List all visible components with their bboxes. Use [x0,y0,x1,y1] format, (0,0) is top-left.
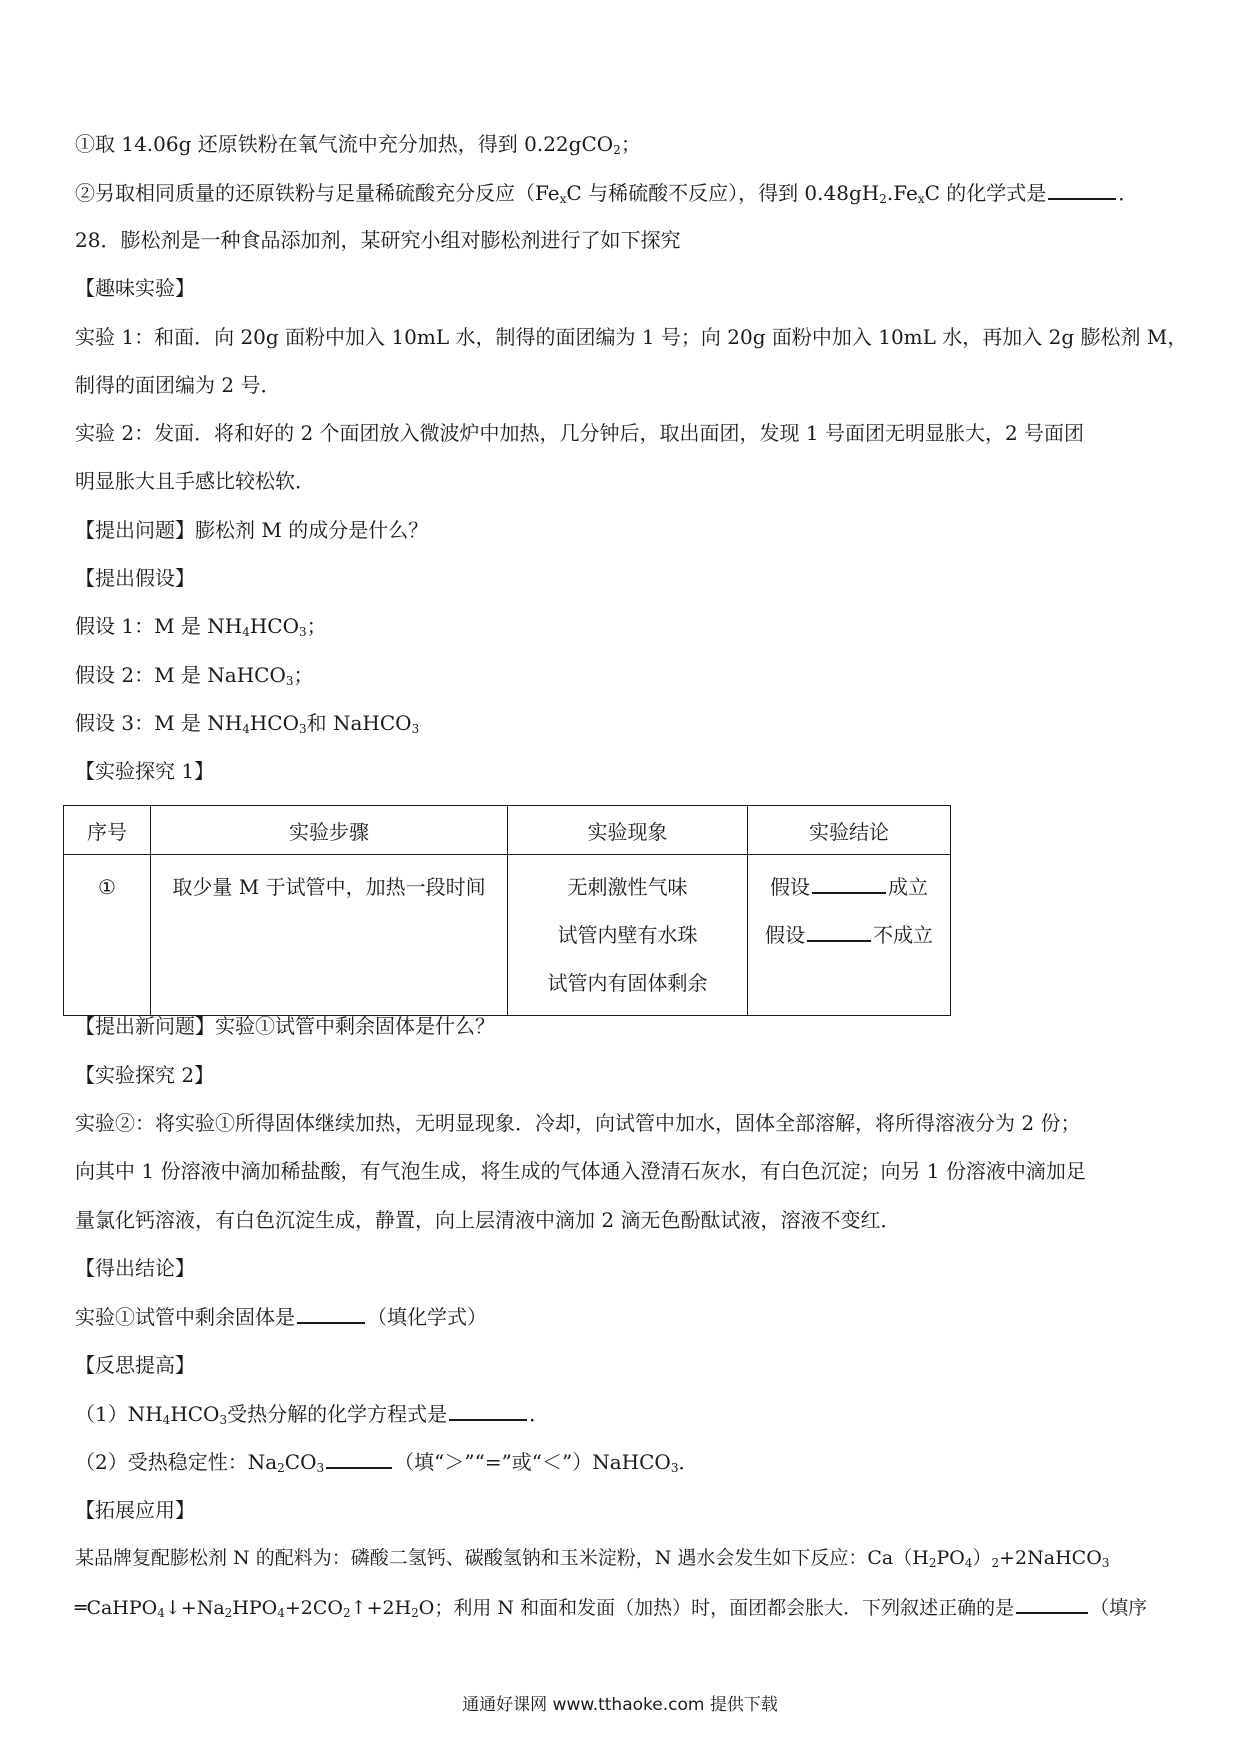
table-header: 实验结论 [748,806,951,855]
hypothesis-2: 假设 2：M 是 NaHCO$_3$； [75,663,314,688]
hypothesis-3: 假设 3：M 是 $NH_4HCO_3$和 NaHCO$_3$ [75,711,420,736]
section-heading: 【提出假设】 [75,566,195,590]
text-line: 向其中 1 份溶液中滴加稀盐酸，有气泡生成，将生成的气体通入澄清石灰水，有白色沉淀；向另 1 份溶液中滴加足 [75,1159,1086,1183]
text-line: 实验 1：和面．向 20g 面粉中加入 10mL 水，制得的面团编为 1 号；向 20g 面粉中加入 10mL 水，再加入 2g 膨松剂 M， [75,325,1188,349]
answer-blank[interactable] [1048,178,1116,200]
table-header: 序号 [64,806,151,855]
text-line: 实验①试管中剩余固体是 （填化学式） [75,1302,1170,1331]
experiment-table [63,805,951,1016]
text-line: 制得的面团编为 2 号． [75,373,281,397]
answer-blank[interactable] [449,1399,527,1421]
section-heading: 【得出结论】 [75,1256,195,1280]
answer-blank[interactable] [1016,1592,1088,1614]
experiment-observations: 无刺激性气味 试管内壁有水珠 试管内有固体剩余 [508,855,748,1016]
table-row [64,855,951,1016]
experiment-step: 取少量 M 于试管中，加热一段时间 [151,855,508,1016]
experiment-conclusion: 假设 成立 假设 不成立 [748,855,951,1016]
text-line: 某品牌复配膨松剂 N 的配料为：磷酸二氢钙、碳酸氢钠和玉米淀粉，N 遇水会发生如下反应：$Ca(H_2PO_4)_2+2NaHCO_3$ [75,1547,1110,1570]
table-header: 实验现象 [508,806,748,855]
answer-blank[interactable] [297,1302,365,1324]
text-line: 【提出新问题】实验①试管中剩余固体是什么？ [75,1014,495,1038]
hypothesis-1: 假设 1：M 是 $NH_4HCO_3$； [75,614,327,639]
text-line: （2）受热稳定性：$Na_2CO_3$ （填“＞”“=”或“＜”）NaHCO$_3$． [75,1447,1170,1476]
answer-blank[interactable] [326,1447,392,1469]
row-number: ① [64,855,151,1016]
text-line: 量氯化钙溶液，有白色沉淀生成，静置，向上层清液中滴加 2 滴无色酚酞试液，溶液不变红． [75,1208,901,1232]
answer-blank[interactable] [812,872,886,894]
answer-blank[interactable] [807,920,871,942]
section-heading: 【拓展应用】 [75,1498,195,1522]
section-heading: 【实验探究 1】 [75,759,215,783]
text-line: 实验②：将实验①所得固体继续加热，无明显现象．冷却，向试管中加水，固体全部溶解，将所得溶液分为 2 份； [75,1111,1081,1135]
text-line: $═CaHPO_4↓+Na_2HPO_4+2CO_2↑+2H_2O$；利用 N 和面和发面（加热）时，面团都会胀大．下列叙述正确的是 （填序 [75,1592,1170,1622]
section-heading: 【趣味实验】 [75,276,195,300]
section-heading: 【反思提高】 [75,1353,195,1377]
text-line: ②另取相同质量的还原铁粉与足量稀硫酸充分反应（$Fe_xC$ 与稀硫酸不反应），得到 $0.48gH_2.Fe_xC$ 的化学式是 ． [75,178,1170,207]
text-line: ①取 14.06g 还原铁粉在氧气流中充分加热，得到 0.22gCO$_2$； [75,132,641,157]
table-header: 实验步骤 [151,806,508,855]
text-line: 实验 2：发面．将和好的 2 个面团放入微波炉中加热，几分钟后，取出面团，发现 1 号面团无明显胀大，2 号面团 [75,421,1085,445]
question-28: 28．膨松剂是一种食品添加剂，某研究小组对膨松剂进行了如下探究 [75,228,681,252]
text-line: 明显胀大且手感比较松软． [75,469,315,493]
section-heading: 【实验探究 2】 [75,1063,215,1087]
text-line: 【提出问题】膨松剂 M 的成分是什么？ [75,518,429,542]
text-line: $(1)NH_4HCO_3$受热分解的化学方程式是 ． [75,1399,1170,1428]
page-footer: 通通好课网 www.tthaoke.com 提供下载 [462,1695,778,1715]
